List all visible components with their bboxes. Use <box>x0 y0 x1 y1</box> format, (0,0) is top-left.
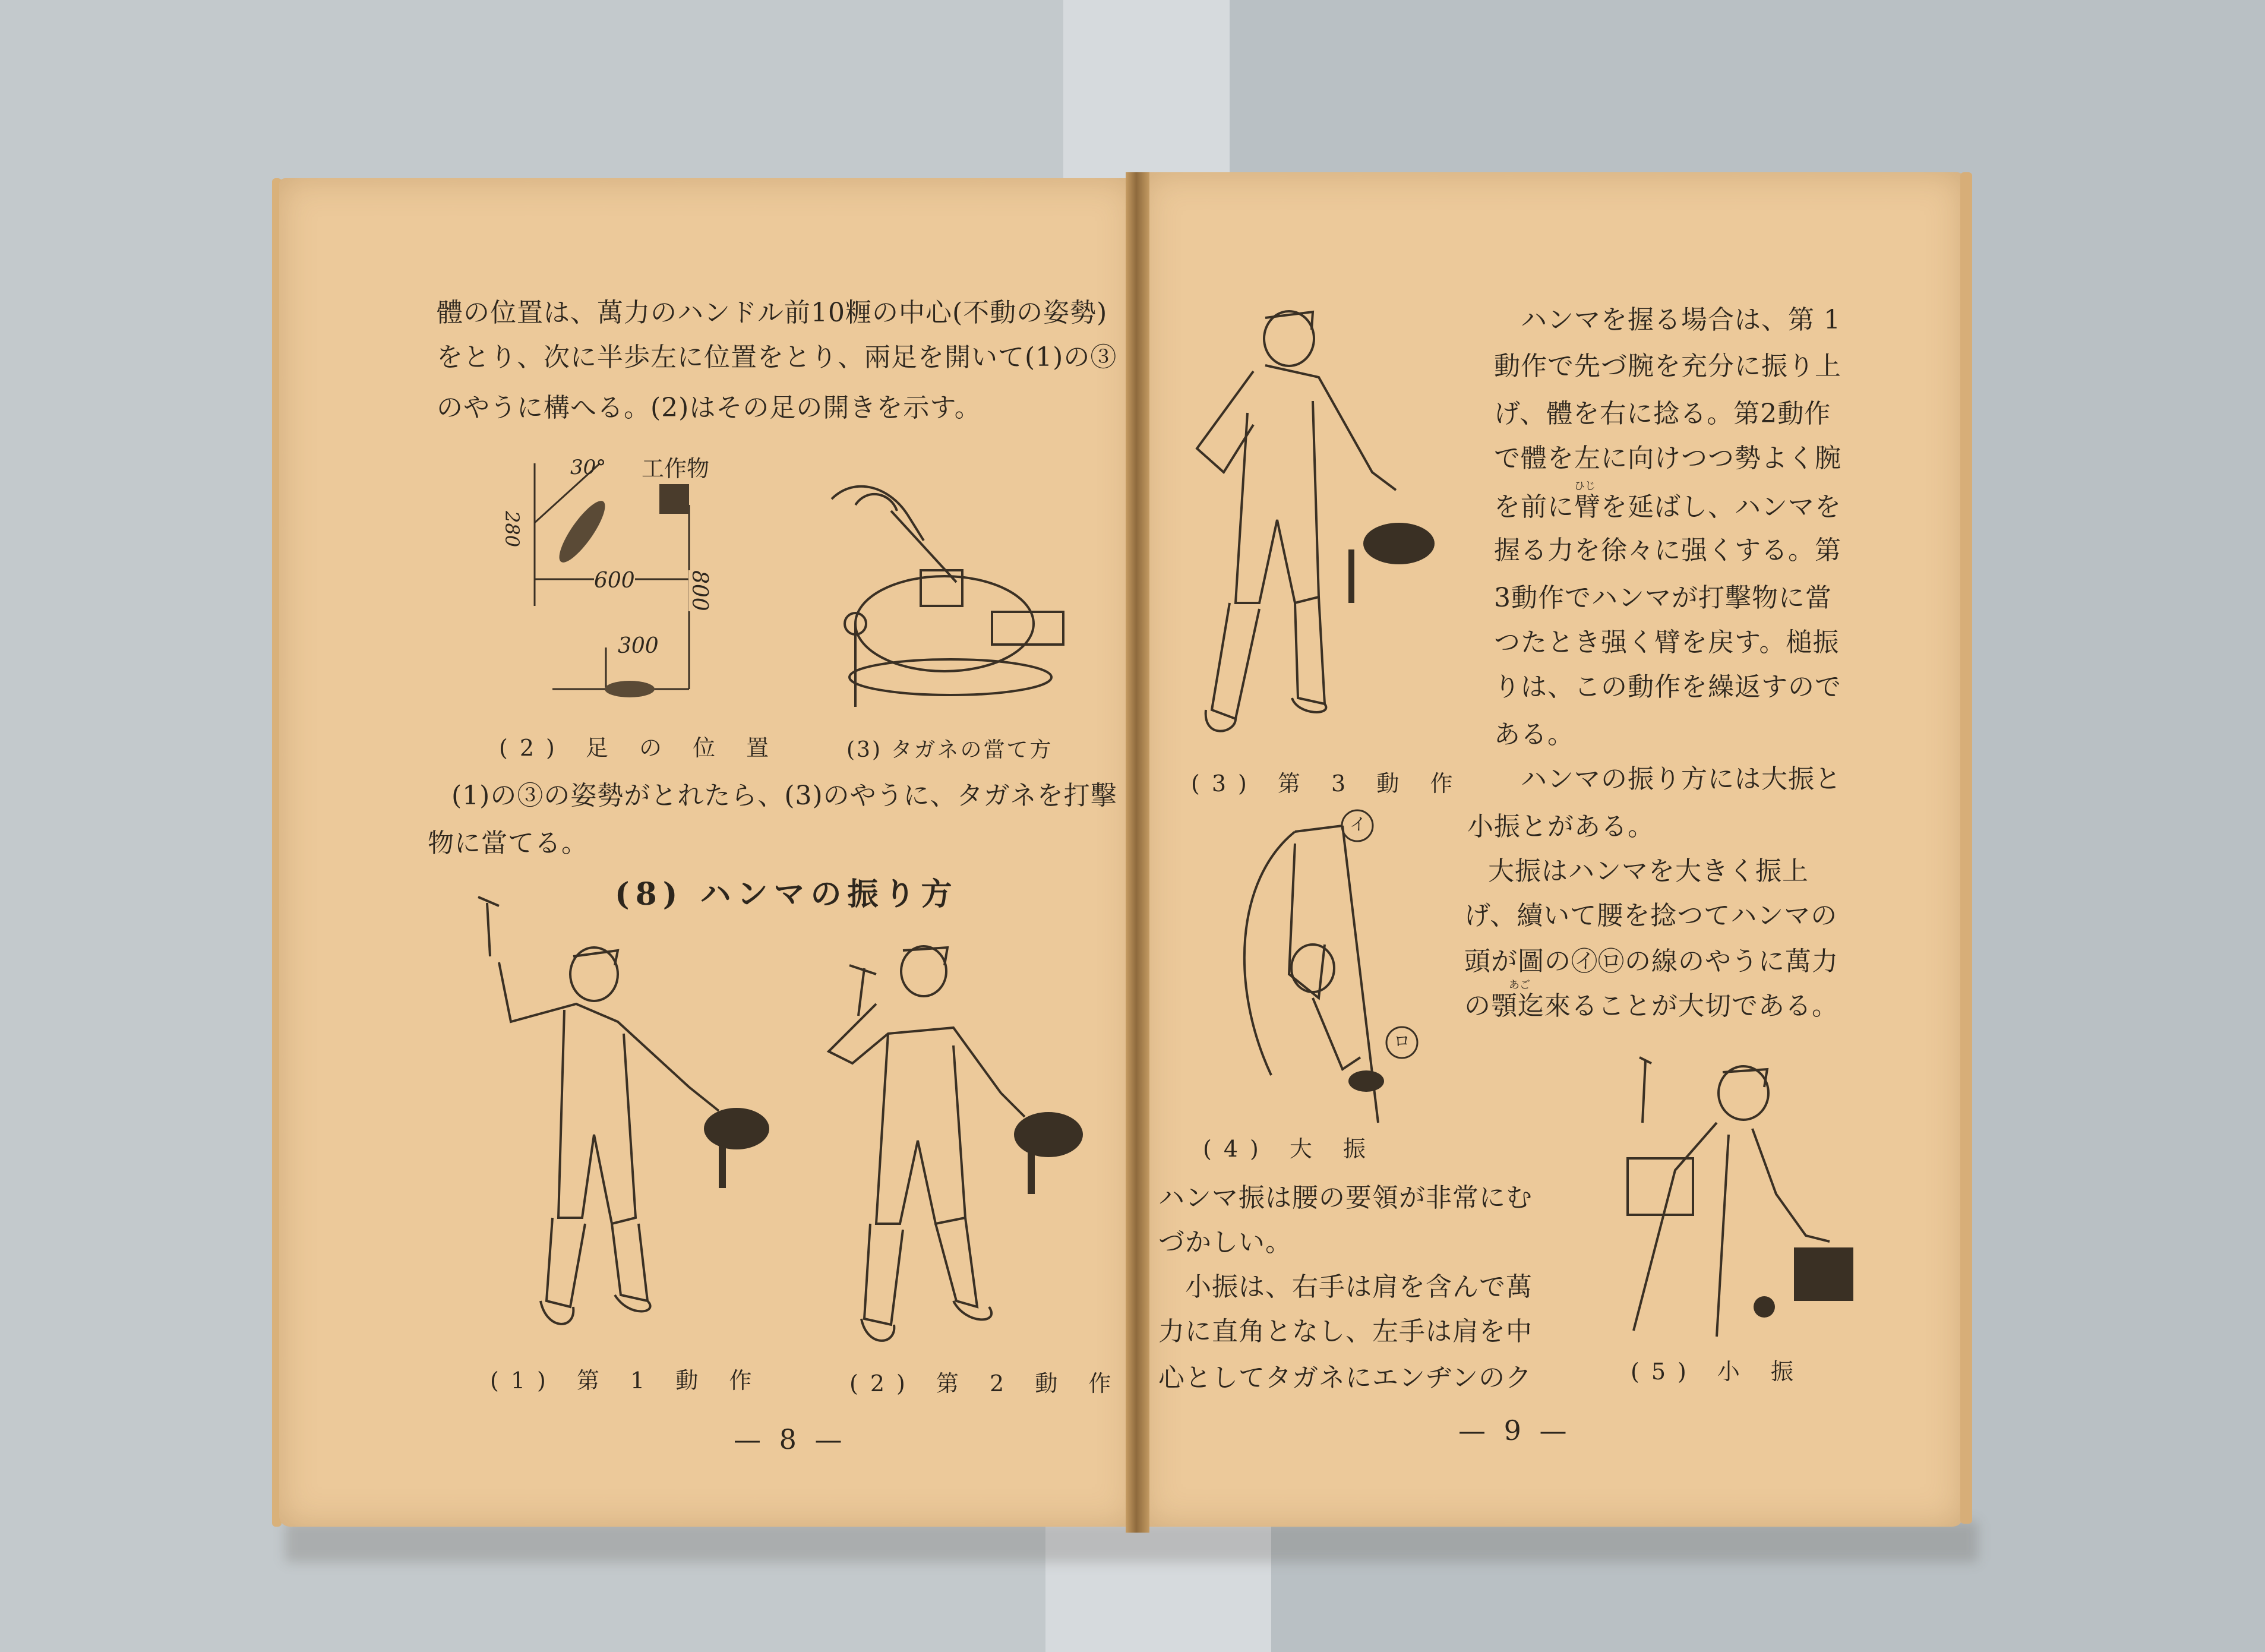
right-page-number: — 9 — <box>1458 1414 1572 1446</box>
section-heading-hammer-swing: (8) ハンマの振り方 <box>615 876 958 912</box>
left-paragraph1-line3: のやうに構へる。(2)はその足の開きを示す。 <box>437 393 981 423</box>
diagram-label-280: 280 <box>501 511 523 548</box>
right-paragraph1-line5: を前に臂を延ばし、ハンマを <box>1494 492 1841 522</box>
right-paragraph1-line8: つたとき强く臂を戻す。槌振 <box>1494 627 1840 658</box>
right-paragraph5-line2: 力に直角となし、左手は肩を中 <box>1158 1316 1533 1347</box>
diagram-label-300: 300 <box>618 634 659 658</box>
caption-motion3: (3) 第 3 動 作 <box>1191 770 1465 797</box>
right-paragraph1-line2: 動作で先づ腕を充分に振り上 <box>1494 351 1841 381</box>
caption-motion1: (1) 第 1 動 作 <box>490 1367 764 1394</box>
caption-motion2: (2) 第 2 動 作 <box>849 1370 1123 1397</box>
right-paragraph1-line9: りは、この動作を繰返すので <box>1494 672 1841 702</box>
ruby-ago: あご <box>1509 979 1530 991</box>
caption-big-swing: (4) 大 振 <box>1203 1136 1378 1162</box>
right-paragraph1-line4: で體を左に向けつつ勢よく腕 <box>1494 443 1841 473</box>
right-paragraph3-line3: 頭が圖の㋑㋺の線のやうに萬力 <box>1464 946 1838 977</box>
right-page-edge <box>1960 172 1972 1524</box>
chisel-vise-illustration <box>820 451 1093 713</box>
right-paragraph3-line2: げ、續いて腰を捻つてハンマの <box>1464 901 1838 931</box>
right-paragraph5-line1: 小振は、右手は肩を含んで萬 <box>1185 1272 1533 1302</box>
right-paragraph4-line2: づかしい。 <box>1158 1227 1292 1258</box>
left-paragraph2-line2: 物に當てる。 <box>428 828 588 858</box>
small-swing-illustration <box>1616 1051 1865 1348</box>
right-paragraph1-line6: 握る力を徐々に强くする。第 <box>1494 535 1841 566</box>
left-paragraph2-line1: (1)の③の姿勢がとれたら、(3)のやうに、タガネを打擊 <box>451 781 1117 811</box>
big-swing-illustration <box>1224 808 1420 1129</box>
right-paragraph5-line3: 心としてタガネにエンヂンのク <box>1158 1363 1533 1393</box>
right-paragraph3-line4: の顎迄來ることが大切である。 <box>1464 991 1838 1021</box>
right-paragraph1-line7: 3動作でハンマが打擊物に當 <box>1494 583 1832 613</box>
left-paragraph1-line2: をとり、次に半歩左に位置をとり、兩足を開いて(1)の③ <box>437 342 1117 372</box>
right-paragraph1-line3: げ、體を右に捻る。第2動作 <box>1494 399 1831 429</box>
caption-foot-position: (2) 足 の 位 置 <box>499 735 781 761</box>
right-paragraph1-line1: ハンマを握る場合は、第 1 <box>1521 305 1841 335</box>
right-paragraph2-line2: 小振とがある。 <box>1467 811 1654 842</box>
book-gutter <box>1126 172 1149 1533</box>
right-paragraph3-line1: 大振はハンマを大きく振上 <box>1488 856 1809 886</box>
right-paragraph2-line1: ハンマの振り方には大振と <box>1521 764 1841 794</box>
left-page-number: — 8 — <box>734 1423 847 1455</box>
worker-motion2-illustration <box>787 915 1096 1372</box>
worker-motion1-illustration <box>463 885 784 1366</box>
caption-small-swing: (5) 小 振 <box>1631 1359 1805 1385</box>
background-ribbon-top <box>1063 0 1230 190</box>
right-paragraph1-line10: ある。 <box>1494 719 1574 750</box>
diagram-label-angle: 30° <box>570 456 606 479</box>
worker-motion3-illustration <box>1170 294 1467 763</box>
diagram-label-600: 600 <box>594 568 635 593</box>
right-paragraph4-line1: ハンマ振は腰の要領が非常にむ <box>1158 1183 1533 1213</box>
diagram-label-workpiece: 工作物 <box>642 456 710 482</box>
label-i: イ <box>1350 814 1367 834</box>
left-paragraph1-line1: 體の位置は、萬力のハンドル前10糎の中心(不動の姿勢) <box>437 298 1108 328</box>
caption-chisel-placement: (3) タガネの當て方 <box>846 738 1053 762</box>
ruby-hiji: ひじ <box>1574 480 1596 492</box>
label-ro: ロ <box>1394 1031 1411 1051</box>
diagram-label-800: 800 <box>687 570 712 611</box>
